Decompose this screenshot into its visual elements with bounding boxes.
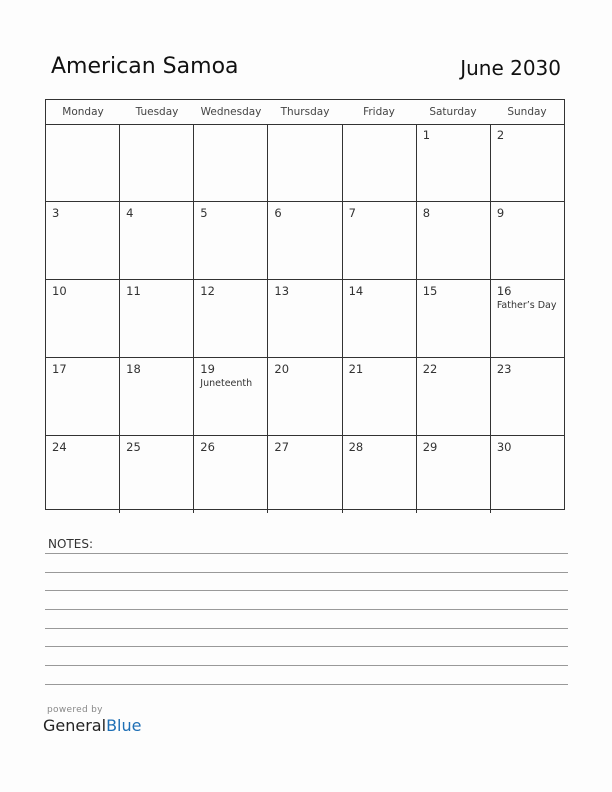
- day-cell: [194, 124, 268, 201]
- day-number: 24: [52, 440, 67, 454]
- day-number: 10: [52, 284, 67, 298]
- day-number: 21: [348, 362, 364, 376]
- day-cell: [343, 436, 417, 513]
- note-line: [45, 684, 568, 685]
- day-number: 22: [422, 362, 438, 376]
- note-line: [45, 646, 568, 647]
- note-line: [45, 553, 568, 554]
- day-number: 18: [126, 362, 141, 376]
- day-number: 28: [348, 440, 364, 454]
- powered-by-label: powered by: [47, 705, 103, 715]
- day-cell: [491, 202, 564, 279]
- weekday-friday: Friday: [363, 106, 395, 118]
- day-number: 4: [126, 206, 134, 220]
- day-number: 14: [348, 284, 364, 298]
- day-cell: [491, 280, 564, 357]
- day-cell: [343, 124, 417, 201]
- day-number: 30: [496, 440, 512, 454]
- day-cell: [120, 124, 194, 201]
- note-line: [45, 665, 568, 666]
- weekday-monday: Monday: [62, 106, 104, 118]
- day-number: 3: [52, 206, 60, 220]
- day-cell: [417, 124, 491, 201]
- day-cell: [491, 436, 564, 513]
- generalblue-logo: [43, 716, 141, 735]
- day-number: 27: [274, 440, 290, 454]
- holiday-label: Father’s Day: [496, 300, 557, 311]
- day-cell: [120, 358, 194, 435]
- weekday-saturday: Saturday: [429, 106, 477, 118]
- note-line: [45, 572, 568, 573]
- day-number: 7: [348, 206, 356, 220]
- day-cell: [343, 202, 417, 279]
- month-label: June 2030: [460, 56, 561, 80]
- notes-label: NOTES:: [48, 537, 93, 551]
- day-cell: [417, 358, 491, 435]
- day-number: 26: [200, 440, 215, 454]
- day-cell: [268, 436, 342, 513]
- day-cell: [417, 280, 491, 357]
- day-number: 29: [422, 440, 438, 454]
- day-number: 1: [422, 128, 431, 142]
- day-number: 17: [52, 362, 67, 376]
- calendar-grid: [45, 99, 565, 510]
- day-cell: [46, 358, 120, 435]
- note-line: [45, 590, 568, 591]
- week-row: [46, 202, 564, 280]
- day-cell: [343, 358, 417, 435]
- day-number: 25: [126, 440, 141, 454]
- day-cell: [268, 124, 342, 201]
- day-number: 15: [422, 284, 438, 298]
- day-number: 9: [496, 206, 505, 220]
- day-number: 11: [126, 284, 141, 298]
- day-cell: [417, 436, 491, 513]
- day-cell: [46, 202, 120, 279]
- weekday-thursday: Thursday: [280, 106, 330, 118]
- holiday-label: Juneteenth: [200, 378, 253, 389]
- week-row: [46, 280, 564, 358]
- calendar-weeks: [46, 124, 564, 513]
- day-number: 23: [496, 362, 512, 376]
- day-number: 5: [200, 206, 208, 220]
- day-cell: [417, 202, 491, 279]
- note-line: [45, 609, 568, 610]
- weekday-wednesday: Wednesday: [200, 106, 262, 118]
- week-row: [46, 358, 564, 436]
- day-cell: [120, 202, 194, 279]
- day-cell: [194, 202, 268, 279]
- day-cell: [194, 358, 268, 435]
- day-number: 16: [496, 284, 512, 298]
- day-cell: [268, 280, 342, 357]
- calendar-title: American Samoa: [51, 54, 239, 79]
- week-row: [46, 436, 564, 513]
- week-row: [46, 124, 564, 202]
- day-number: 13: [274, 284, 290, 298]
- day-number: 2: [496, 128, 505, 142]
- day-cell: [194, 436, 268, 513]
- day-cell: [491, 358, 564, 435]
- day-cell: [120, 436, 194, 513]
- day-number: 6: [274, 206, 282, 220]
- day-number: 8: [422, 206, 431, 220]
- day-number: 20: [274, 362, 290, 376]
- day-cell: [268, 202, 342, 279]
- weekday-sunday: Sunday: [507, 106, 547, 118]
- day-cell: [46, 124, 120, 201]
- brand-blue: Blue: [106, 716, 142, 735]
- note-line: [45, 628, 568, 629]
- day-cell: [491, 124, 564, 201]
- day-number: 12: [200, 284, 215, 298]
- day-cell: [46, 280, 120, 357]
- brand-general: General: [43, 716, 107, 735]
- day-cell: [343, 280, 417, 357]
- day-cell: [120, 280, 194, 357]
- day-cell: [268, 358, 342, 435]
- weekday-header: [46, 100, 564, 125]
- day-cell: [46, 436, 120, 513]
- weekday-tuesday: Tuesday: [135, 106, 179, 118]
- day-number: 19: [200, 362, 215, 376]
- day-cell: [194, 280, 268, 357]
